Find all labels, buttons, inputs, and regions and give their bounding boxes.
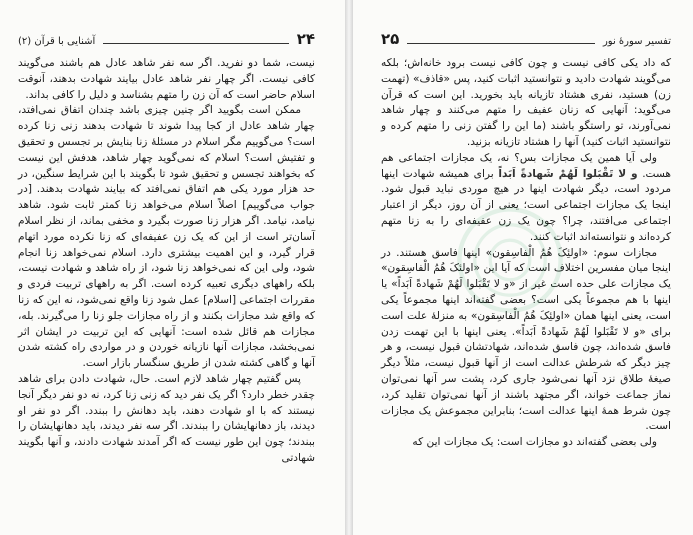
left-page-body [18, 56, 315, 467]
paragraph: ممکن است بگویید اگر چنین چیزی باشد چندان اتفاق نمی‌افتد، چهار شاهد عادل از کجا پیدا شوند تا شهادت بدهند زنی زنا کرده است؟ می‌گوییم مگر اسلام در مسئلهٔ زنا بنایش بر تجسس و تحقیق و تفتیش است؟ اسلام که نمی‌گوید چهار شاهد، هدفش این نیست که بخواهند تجسس و تحقیق شود تا بگویند با این شرایط سنگین، در حد هزار مورد یکی هم اتفاق نمی‌افتد که بیایند شهادت بدهند. [در جواب می‌گوییم] اصلاً اسلام می‌خواهد زنا کمتر ثابت شود. شاهد نیامد، نیامد. اگر هزار زنا صورت بگیرد و مخفی بماند، از نظر اسلام آسان‌تر است از این که یک زن عفیفه‌ای که زنا نکرده مورد اتهام قرار گیرد، و این اهمیت بیشتری دارد. اسلام نمی‌خواهد زنا انجام شود، ولی این که نمی‌خواهد زنا شود، از راه شاهد و شهادت نیست، بلکه راههای دیگری تعبیه کرده است. اگر به راههای تربیت فردی و مقررات اجتماعی [اسلام] عمل شود زنا واقع نمی‌شود، نه این که زنا که واقع شد مجازات بکنند و از راه مجازات جلو زنا را می‌گیرند. بله، مجازات هم قائل شده است: آنهایی که این تربیت در ایشان اثر نمی‌بخشد، مجازات آنها نازیانه خوردن و در مواردی راه کشته شدن آنها و گاهی کشته شدن از طریق سنگسار بازار است. [18, 104, 315, 370]
right-page [353, 0, 693, 535]
page-number: ۲۴ [296, 30, 315, 48]
page-number: ۲۵ [381, 30, 400, 48]
book-gutter [345, 0, 353, 535]
paragraph: نیست، شما دو نفرید. اگر سه نفر شاهد عادل هم باشند می‌گویند کافی نیست. اگر چهار نفر شاهد عادل بیایند شهادت بدهند، آنوقت اسلام حاضر است که آن زن را متهم بشناسد و دلیل را کافی بداند. [18, 57, 315, 101]
paragraph [381, 151, 671, 246]
paragraph: که داد یکی کافی نیست و چون کافی نیست برود خانه‌اش؛ بلکه می‌گویند شهادت دادید و نتوانستید اثبات کنید، پس «قاذف» (تهمت زن) هستید، نفری هشتاد تازیانه باید بخورید. این است که قرآن می‌گوید: آنهایی که زنان عفیف را متهم می‌کنند و چهار شاهد نمی‌آورند، تو راستگو باشند (ما این را گفتن زنی را متهم کرده و نتوانستید اثبات کنید) آنها را هشتاد تازیانه بزنید. [381, 57, 671, 148]
paragraph: مجازات سوم: «اولئِکَ هُمُ الْفاسِقون» اینها فاسق هستند. در اینجا میان مفسرین اختلاف است که آیا این «اولئکَ هُمُ الْفاسِقون» یک مجازات علی حده است غیر از «و لا تَقْبَلوا لَهُمْ شَهادةً اَبَداً» یا اینها با هم مجموعاً یکی است؟ بعضی گفته‌اند اینها مجموعاً یکی است، یعنی اینها همان «اولئِکَ هُمُ الْفاسِقون» به منزلهٔ علت است برای «و لا تَقْبَلوا لَهُمْ شَهادةً اَبَداً». یعنی اینها با این تهمت زدن فاسق شده‌اند، چون فاسق شده‌اند، شهادتشان قبول نیست، و هر چیز دیگر که شرطش عدالت است از آنها قبول نیست، مثلاً دیگر صیغهٔ طلاق نزد آنها نمی‌شود جاری کرد، پشت سر آنها نمی‌توان نماز جماعت خواند، اگر مجتهد باشند از آنها نمی‌توان تقلید کرد، چون شرط همهٔ اینها عدالت است؛ بنابراین مجموعش یک مجازات است. [381, 246, 671, 433]
quran-verse: و ‌لا تَقْبَلوا لَهُمْ شَهادةً اَبَداً [498, 167, 638, 180]
paragraph: پس گفتیم چهار شاهد لازم است. حال، شهادت دادن برای شاهد چقدر خطر دارد؟ اگر یک نفر دید که زنی زنا کرد، نه دو نفر دیگر آنجا نیستند که با او شهادت دهند، باید دهانش را ببندد. اگر دو نفر او دیدند، باز دهانهایشان را ببندند. اگر سه نفر دیدند، باید دهانهایشان را ببندند؛ چون این طور نیست که اگر آمدند شهادت دادند، و آنها بگویند شهادتی [18, 372, 315, 464]
paragraph-text: برای همیشه شهادت اینها مردود است، دیگر شهادت اینها در هیچ موردی نباید قبول شود. اینجا یک مجازات اجتماعی است؛ یعنی از آن روز، دیگر از اعتبار اجتماعی می‌افتند، چرا؟ چون یک زن عفیفه‌ای را به زنا متهم کرده‌اند و نتوانسته‌اند اثبات کنند. [381, 167, 671, 243]
running-title: آشنایی با قرآن (۲) [18, 36, 96, 47]
right-page-body [381, 56, 671, 451]
left-page-header [18, 30, 315, 48]
header-rule [407, 43, 595, 44]
right-page-header [381, 30, 671, 48]
paragraph-text: ولی آیا همین یک مجازات بس؟ نه، یک مجازات اجتماعی هم هست. [381, 151, 671, 180]
running-title: تفسیر سورهٔ نور [602, 36, 671, 47]
paragraph: ولی بعضی گفته‌اند دو مجازات است: یک مجازات این که [412, 436, 657, 449]
header-rule [103, 43, 288, 44]
left-page [0, 0, 345, 535]
